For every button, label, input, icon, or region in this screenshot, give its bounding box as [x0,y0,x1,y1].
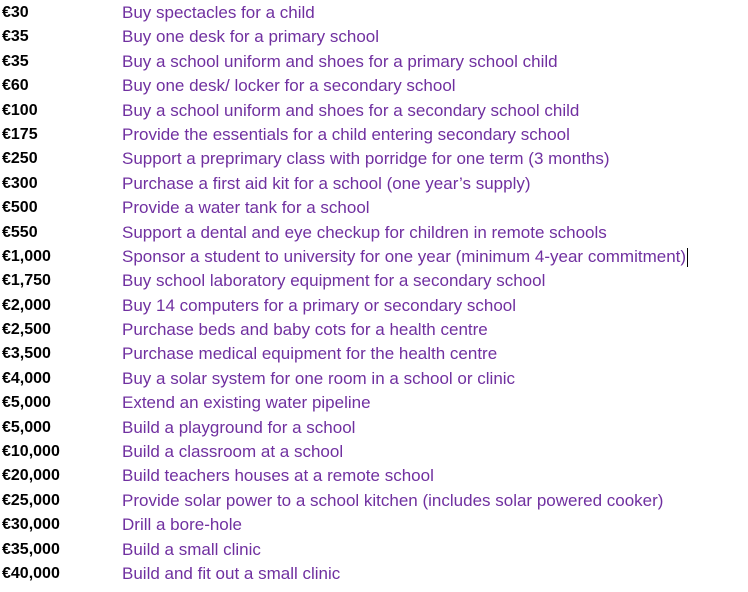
list-item [0,416,748,440]
description-label: Build teachers houses at a remote school [122,466,434,486]
description-label: Buy school laboratory equipment for a secondary school [122,271,546,291]
amount-label: €1,750 [2,272,51,290]
amount-label: €300 [2,174,38,192]
amount-label: €2,000 [2,296,51,314]
description-label: Buy a school uniform and shoes for a secondary school child [122,100,580,120]
list-item [0,123,748,147]
amount-label: €100 [2,101,38,119]
list-item [0,342,748,366]
description-label: Build a playground for a school [122,417,356,437]
list-item [0,147,748,171]
description-label: Buy spectacles for a child [122,3,315,22]
description-label: Buy a school uniform and shoes for a primary school child [122,51,558,71]
list-item [0,538,748,562]
amount-label: €20,000 [2,467,60,485]
description-label: Drill a bore-hole [122,515,242,535]
description-label: Provide a water tank for a school [122,198,370,218]
amount-label: €30,000 [2,516,60,534]
amount-label: €550 [2,223,38,241]
amount-label: €250 [2,150,38,168]
list-item [0,221,748,245]
amount-label: €3,500 [2,345,51,363]
list-item [0,367,748,391]
description-label [122,245,688,269]
amount-label: €5,000 [2,418,51,436]
description-label: Provide solar power to a school kitchen (includes solar powered cooker) [122,490,664,510]
amount-label: €40,000 [2,564,60,582]
description-label: Buy one desk for a primary school [122,27,380,47]
description-label: Buy a solar system for one room in a school or clinic [122,368,516,388]
description-label: Support a preprimary class with porridge for one term (3 months) [122,149,610,169]
list-item [0,99,748,123]
list-item [0,172,748,196]
text-cursor [687,248,688,267]
amount-label: €35,000 [2,540,60,558]
description-label: Purchase a first aid kit for a school (one year’s supply) [122,173,531,193]
amount-label: €175 [2,125,38,143]
list-item [0,318,748,342]
amount-label: €25,000 [2,491,60,509]
list-item [0,562,748,586]
list-item [0,50,748,74]
list-item [0,294,748,318]
amount-label: €500 [2,199,38,217]
list-item [0,196,748,220]
list-item [0,489,748,513]
description-label: Buy one desk/ locker for a secondary school [122,76,456,96]
description-label: Build a classroom at a school [122,442,344,462]
list-item [0,391,748,415]
amount-label: €1,000 [2,247,51,265]
amount-label: €2,500 [2,321,51,339]
description-label: Provide the essentials for a child entering secondary school [122,124,570,144]
list-item [0,25,748,49]
list-item [0,1,748,25]
amount-label: €30 [2,4,29,21]
amount-label: €35 [2,52,29,70]
description-label: Purchase medical equipment for the health centre [122,344,498,364]
list-item [0,74,748,98]
description-label: Support a dental and eye checkup for children in remote schools [122,222,607,242]
amount-label: €4,000 [2,369,51,387]
amount-label: €35 [2,28,29,46]
description-label: Purchase beds and baby cots for a health centre [122,320,488,340]
amount-label: €5,000 [2,394,51,412]
description-label: Build and fit out a small clinic [122,563,341,583]
list-item [0,440,748,464]
amount-label: €60 [2,77,29,95]
amount-label: €10,000 [2,443,60,461]
list-item [0,269,748,293]
description-label: Extend an existing water pipeline [122,393,371,413]
description-label: Build a small clinic [122,539,261,559]
description-text: Sponsor a student to university for one year (minimum 4-year commitment) [122,246,687,266]
list-item [0,245,748,269]
description-label: Buy 14 computers for a primary or secondary school [122,295,517,315]
list-item [0,464,748,488]
list-item [0,513,748,537]
